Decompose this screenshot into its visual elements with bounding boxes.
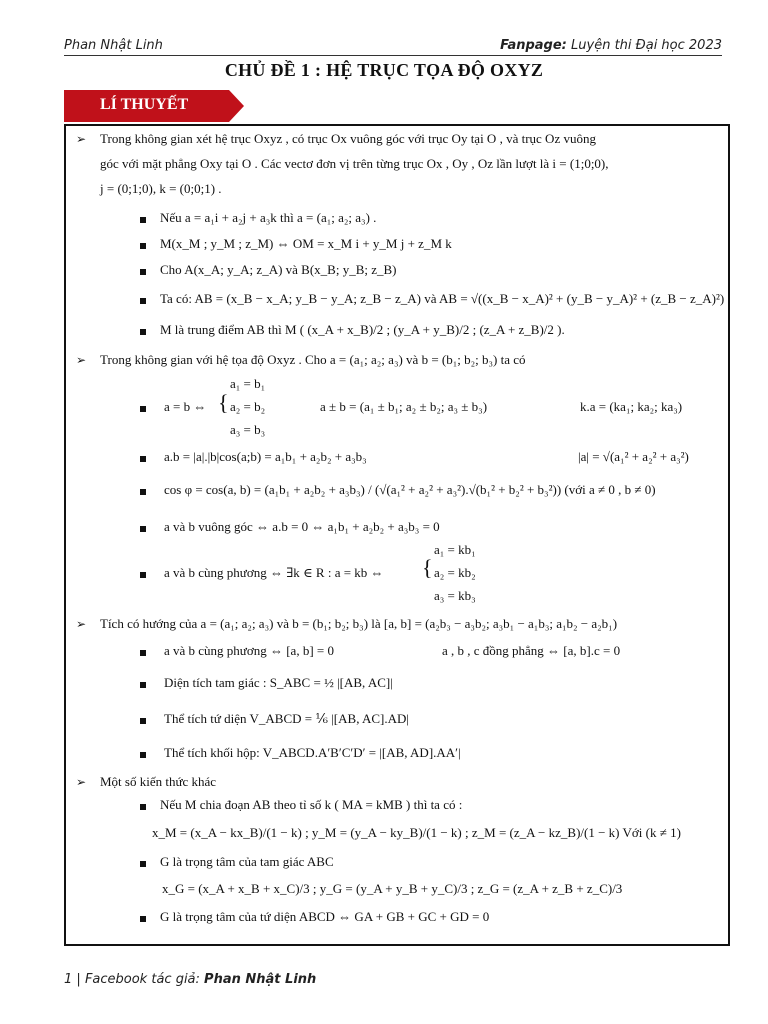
bullet-given-points: Cho A(x_A; y_A; z_A) và B(x_B; y_B; z_B) (160, 262, 397, 277)
square-bullet-icon (140, 526, 146, 532)
footer-author: Phan Nhật Linh (204, 972, 317, 987)
perpendicular-condition: a và b vuông góc ⇔ a.b = 0 ⇔ a₁b₁ + a₂b₂ + a₃b₃ = 0 (164, 519, 440, 534)
square-bullet-icon (140, 572, 146, 578)
paragraph-3: Tích có hướng của a = (a₁; a₂; a₃) và b = (b₁; b₂; b₃) là [a, b] = (a₂b₃ − a₃b₂; a₃b₁ − a₁b₃; a₁b₂ − a₂b₁) (100, 616, 618, 631)
system-brace: { (218, 390, 229, 415)
bullet-vector-decomposition: Nếu a = a₁i + a₂j + a₃k thì a = (a₁; a₂; a₃) . (160, 210, 377, 225)
section-banner-label: LÍ THUYẾT (100, 96, 189, 113)
square-bullet-icon (140, 406, 146, 412)
vector-equality-eq-2: a₂ = b₂ (230, 399, 266, 414)
vector-equality-eq-3: a₃ = b₃ (230, 422, 266, 437)
ratio-division-text: Nếu M chia đoạn AB theo tỉ số k ( MA = kMB ) thì ta có : (160, 797, 463, 812)
arrow-bullet-icon: ➢ (76, 132, 87, 146)
collinear-condition: a và b cùng phương ⇔ ∃k ∈ R : a = kb ⇔ (164, 565, 384, 580)
fanpage-value: Luyện thi Đại học 2023 (566, 38, 722, 53)
triangle-area-formula: Diện tích tam giác : S_ABC = ½ |[AB, AC]| (164, 675, 393, 690)
arrow-bullet-icon: ➢ (76, 617, 87, 631)
paragraph-2: Trong không gian với hệ tọa độ Oxyz . Cho a = (a₁; a₂; a₃) và b = (b₁; b₂; b₃) ta có (100, 352, 526, 367)
system-brace: { (422, 555, 433, 580)
square-bullet-icon (140, 718, 146, 724)
vector-equality-eq-1: a₁ = b₁ (230, 376, 266, 391)
footer-label: Facebook tác giả: (84, 972, 205, 987)
cross-product-collinear: a và b cùng phương ⇔ [a, b] = 0 (164, 643, 334, 658)
square-bullet-icon (140, 456, 146, 462)
footer-separator: | (72, 972, 85, 987)
square-bullet-icon (140, 861, 146, 867)
scalar-multiple-formula: k.a = (ka₁; ka₂; ka₃) (580, 399, 683, 414)
page-footer (64, 972, 316, 987)
triangle-centroid-formula: x_G = (x_A + x_B + x_C)/3 ; y_G = (y_A + y_B + y_C)/3 ; z_G = (z_A + z_B + z_C)/3 (162, 881, 623, 896)
theory-box (64, 124, 730, 946)
square-bullet-icon (140, 804, 146, 810)
cosine-angle-formula: cos φ = cos(a, b) = (a₁b₁ + a₂b₂ + a₃b₃) / (√(a₁² + a₂² + a₃²).√(b₁² + b₂² + b₃²)) (với a ≠ 0 , b ≠ 0) (164, 482, 656, 497)
coplanar-condition: a , b , c đồng phẳng ⇔ [a, b].c = 0 (442, 643, 621, 658)
fanpage-label: Fanpage: (500, 38, 567, 53)
paragraph-1-line-2: góc với mặt phẳng Oxy tại O . Các vectơ đơn vị trên từng trục Ox , Oy , Oz lần lượt là i = (1;0;0), (100, 156, 609, 171)
square-bullet-icon (140, 329, 146, 335)
square-bullet-icon (140, 298, 146, 304)
square-bullet-icon (140, 752, 146, 758)
bullet-vector-length: Ta có: AB = (x_B − x_A; y_B − y_A; z_B − z_A) và AB = √((x_B − x_A)² + (y_B − y_A)² + (z_B − z_A)²) . (160, 291, 731, 306)
tetrahedron-volume-formula: Thể tích tứ diện V_ABCD = ⅙ |[AB, AC].AD| (164, 711, 409, 726)
box-volume-formula: Thể tích khối hộp: V_ABCD.A′B′C′D′ = |[AB, AD].AA′| (164, 745, 461, 760)
square-bullet-icon (140, 269, 146, 275)
square-bullet-icon (140, 243, 146, 249)
bullet-point-coordinates: M(x_M ; y_M ; z_M) ⇔ OM = x_M i + y_M j + z_M k (160, 236, 452, 251)
collinear-eq-3: a₃ = kb₃ (434, 588, 476, 603)
paragraph-1-line-3: j = (0;1;0), k = (0;0;1) . (100, 181, 222, 196)
square-bullet-icon (140, 650, 146, 656)
arrow-bullet-icon: ➢ (76, 353, 87, 367)
ratio-division-formula: x_M = (x_A − kx_B)/(1 − k) ; y_M = (y_A − ky_B)/(1 − k) ; z_M = (z_A − kz_B)/(1 − k) Với (k ≠ 1) (152, 825, 681, 840)
vector-sum-formula: a ± b = (a₁ ± b₁; a₂ ± b₂; a₃ ± b₃) (320, 399, 488, 414)
page-number: 1 (64, 972, 73, 987)
paragraph-4: Một số kiến thức khác (100, 774, 217, 789)
header-fanpage (500, 38, 722, 53)
page-header (64, 38, 722, 56)
vector-equality-left: a = b ⇔ (164, 399, 207, 414)
square-bullet-icon (140, 489, 146, 495)
tetrahedron-centroid: G là trọng tâm của tứ diện ABCD ⇔ GA + GB + GC + GD = 0 (160, 909, 490, 924)
header-divider (64, 55, 722, 56)
collinear-eq-2: a₂ = kb₂ (434, 565, 476, 580)
collinear-eq-1: a₁ = kb₁ (434, 542, 476, 557)
paragraph-1-line-1: Trong không gian xét hệ trục Oxyz , có trục Ox vuông góc với trục Oy tại O , và trục Oz vuông (100, 131, 596, 146)
vector-magnitude-formula: |a| = √(a₁² + a₂² + a₃²) (578, 449, 689, 464)
dot-product-formula: a.b = |a|.|b|cos(a;b) = a₁b₁ + a₂b₂ + a₃b₃ (164, 449, 367, 464)
bullet-midpoint: M là trung điểm AB thì M ( (x_A + x_B)/2 ; (y_A + y_B)/2 ; (z_A + z_B)/2 ). (160, 322, 565, 337)
header-author: Phan Nhật Linh (64, 38, 163, 53)
square-bullet-icon (140, 916, 146, 922)
section-banner (64, 90, 244, 122)
triangle-centroid-text: G là trọng tâm của tam giác ABC (160, 854, 334, 869)
square-bullet-icon (140, 682, 146, 688)
square-bullet-icon (140, 217, 146, 223)
page-title: CHỦ ĐỀ 1 : HỆ TRỤC TỌA ĐỘ OXYZ (224, 60, 544, 80)
arrow-bullet-icon: ➢ (76, 775, 87, 789)
